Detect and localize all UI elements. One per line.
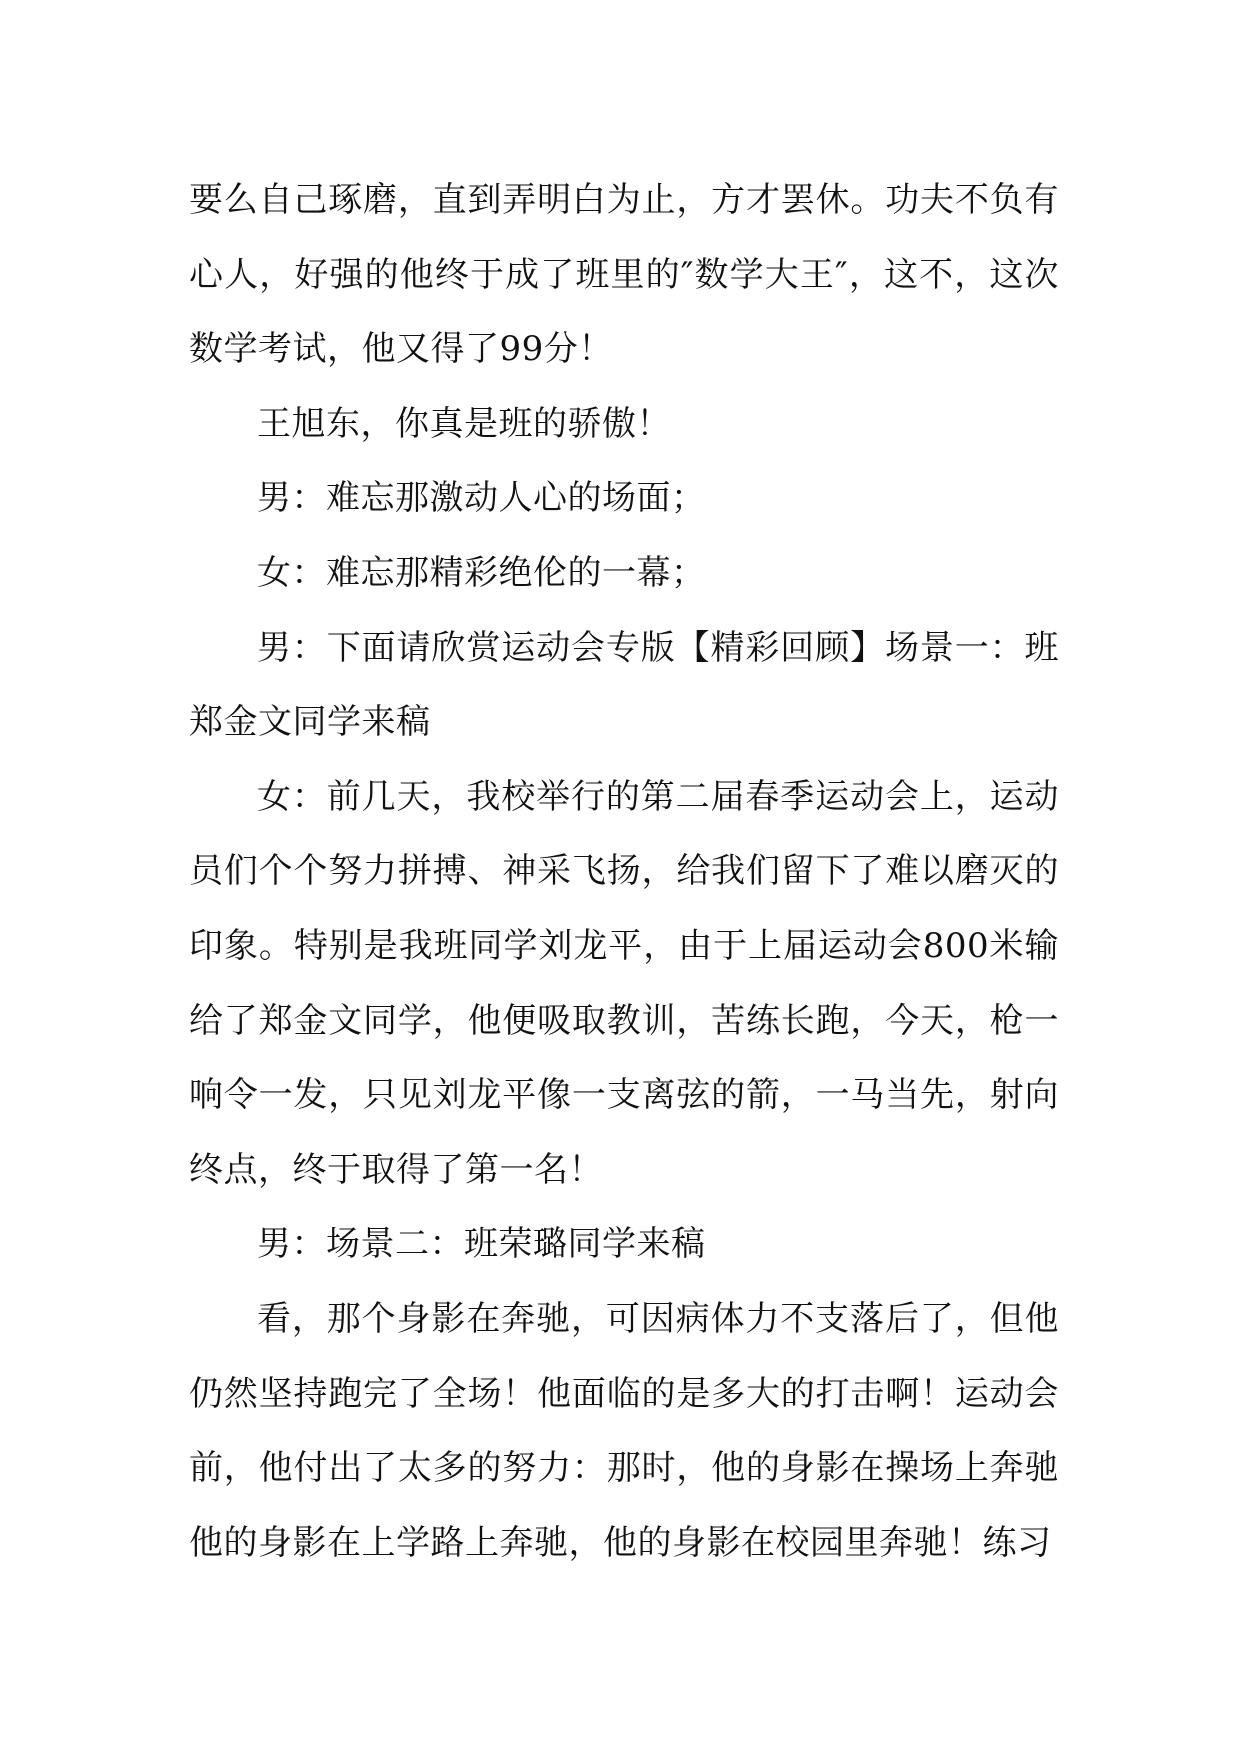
paragraph-4: 女：难忘那精彩绝伦的一幕； [257, 552, 706, 593]
paragraph-6: 女：前几天，我校举行的第二届春季运动会上，运动员们个个努力拼搏、神采飞扬，给我们留下了难以磨灭的印象。特别是我班同学刘龙平，由于上届运动会800米输给了郑金文同学，他便吸取教训，苦练长跑，今天，枪一响令一发，只见刘龙平像一支离弦的箭，一马当先，射向终点，终于取得了第一名！ [189, 776, 1059, 1190]
paragraph-5: 男：下面请欣赏运动会专版【精彩回顾】场景一：班郑金文同学来稿 [189, 627, 1059, 743]
paragraph-8: 看，那个身影在奔驰，可因病体力不支落后了，但他仍然坚持跑完了全场！他面临的是多大的打击啊！运动会前，他付出了太多的努力：那时，他的身影在操场上奔驰他的身影在上学路上奔驰，他的身影在校园里奔驰！练习 [189, 1298, 1059, 1563]
paragraph-3: 男：难忘那激动人心的场面； [257, 478, 706, 519]
paragraph-2: 王旭东，你真是班的骄傲！ [257, 403, 671, 444]
paragraph-1: 要么自己琢磨，直到弄明白为止，方才罢休。功夫不负有心人，好强的他终于成了班里的″数学大王″，这不，这次数学考试，他又得了99分！ [189, 180, 1059, 370]
paragraph-7: 男：场景二：班荣璐同学来稿 [257, 1224, 706, 1265]
document-body [189, 163, 1059, 1580]
